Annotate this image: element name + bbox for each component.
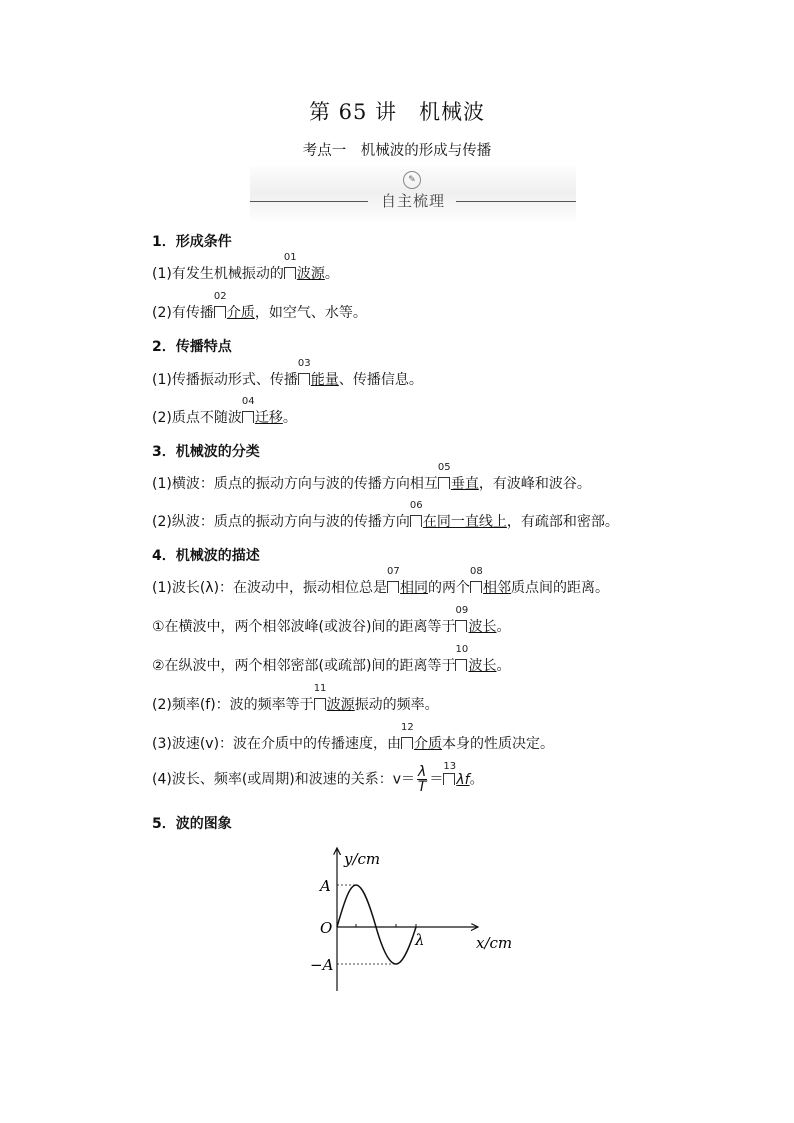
line-4-1 [152,566,610,597]
answer-box-icon [314,698,326,710]
line-text: ，有波峰和波谷。 [478,476,591,492]
answer-box-icon [387,581,399,593]
answer-box-icon [401,737,413,749]
line-text: ，如空气、水等。 [254,305,367,321]
answer-box-icon [242,411,254,423]
page-title: 第 65 讲 机械波 [308,100,486,124]
line-4-2 [152,605,511,636]
answer-blank [241,396,283,427]
line-1-1 [152,252,339,283]
line-text: 的两个 [428,580,471,596]
blank-answer: 波源 [326,697,355,713]
blank-number: 04 [241,396,255,407]
line-text: 。 [469,771,484,788]
line-text: ＝ [429,771,444,788]
amplitude-positive-label: A [320,877,331,895]
answer-box-icon [455,620,467,632]
answer-box-icon [214,306,226,318]
answer-blank [409,500,507,531]
blank-answer: λf [456,771,470,788]
blank-answer: 相同 [400,580,429,596]
blank-answer: 波长 [468,619,497,635]
heading-propagation-features: 2．传播特点 [152,339,232,355]
blank-answer: 能量 [310,372,339,388]
line-text: 。 [324,266,339,282]
line-text: (1)传播振动形式、传播 [152,372,298,388]
line-text: (4)波长、频率(或周期)和波速的关系：v＝ [152,771,416,788]
answer-box-icon [443,773,455,785]
line-text: 本身的性质决定。 [442,736,555,752]
line-text: (2)纵波：质点的振动方向与波的传播方向 [152,514,410,530]
line-2-2 [152,396,297,427]
blank-answer: 波长 [468,658,497,674]
line-text: 振动的频率。 [354,697,439,713]
answer-blank [437,462,479,493]
line-text: 质点间的距离。 [511,580,610,596]
answer-box-icon [284,267,296,279]
blank-answer: 相邻 [483,580,512,596]
blank-number: 02 [213,291,227,302]
answer-blank [387,566,429,597]
line-4-4 [152,683,439,714]
blank-answer: 迁移 [254,410,283,426]
answer-box-icon [298,373,310,385]
blank-number: 01 [283,252,297,263]
origin-label: O [320,919,333,937]
blank-answer: 垂直 [450,476,479,492]
y-axis-label: y/cm [344,850,381,868]
blank-number: 03 [297,358,311,369]
blank-number: 07 [387,566,400,577]
line-text: 。 [496,658,511,674]
line-text: (1)有发生机械振动的 [152,266,284,282]
answer-box-icon [438,477,450,489]
answer-blank [470,566,512,597]
answer-blank [455,644,497,675]
answer-box-icon [455,659,467,671]
heading-wave-graph: 5．波的图象 [152,816,232,832]
blank-answer: 介质 [414,736,443,752]
answer-blank [455,605,497,636]
blank-number: 05 [437,462,451,473]
blank-number: 11 [313,683,327,694]
answer-blank [283,252,325,283]
blank-answer: 介质 [226,305,255,321]
blank-answer: 波源 [296,266,325,282]
lambda-over-t-fraction [417,765,427,794]
answer-blank [401,722,443,753]
line-2-1 [152,358,423,389]
answer-blank [297,358,339,389]
blank-number: 08 [470,566,483,577]
amplitude-negative-label: −A [310,956,334,974]
line-4-5 [152,722,555,753]
line-text: (2)有传播 [152,305,214,321]
blank-answer: 在同一直线上 [422,514,507,530]
answer-blank [213,291,255,322]
line-text: (1)横波：质点的振动方向与波的传播方向相互 [152,476,438,492]
banner-label: 自主梳理 [380,192,445,210]
line-text: 。 [496,619,511,635]
line-text: ②在纵波中，两个相邻密部(或疏部)间的距离等于 [152,658,456,674]
line-4-6 [152,760,484,795]
blank-number: 09 [455,605,469,616]
blank-number: 12 [401,722,414,733]
section-subtitle: 考点一 机械波的形成与传播 [302,143,492,159]
line-text: ①在横波中，两个相邻波峰(或波谷)间的距离等于 [152,619,456,635]
answer-box-icon [470,581,482,593]
blank-number: 06 [409,500,423,511]
line-text: (2)质点不随波 [152,410,242,426]
heading-wave-description: 4．机械波的描述 [152,548,260,564]
answer-blank [313,683,355,714]
wave-graph-figure [300,836,530,1006]
answer-blank [443,760,470,788]
line-text: ，有疏部和密部。 [506,514,619,530]
blank-number: 13 [443,760,457,772]
x-axis-label: x/cm [476,934,513,952]
self-study-banner [250,166,576,220]
wavelength-label: λ [415,931,425,949]
answer-box-icon [410,515,422,527]
line-text: 。 [282,410,297,426]
line-text: 、传播信息。 [338,372,423,388]
heading-formation-conditions: 1．形成条件 [152,234,232,250]
line-text: (2)频率(f)：波的频率等于 [152,697,314,713]
line-4-3 [152,644,511,675]
heading-wave-classification: 3．机械波的分类 [152,444,260,460]
line-1-2 [152,291,367,322]
blank-number: 10 [455,644,469,655]
fraction-numerator: λ [418,764,427,780]
fraction-denominator: T [417,779,427,795]
line-3-2 [152,500,619,531]
line-3-1 [152,462,591,493]
sine-wave-curve [337,885,416,964]
line-text: (1)波长(λ)：在波动中，振动相位总是 [152,580,388,596]
line-text: (3)波速(v)：波在介质中的传播速度，由 [152,736,402,752]
pen-icon: ✎ [403,171,421,189]
